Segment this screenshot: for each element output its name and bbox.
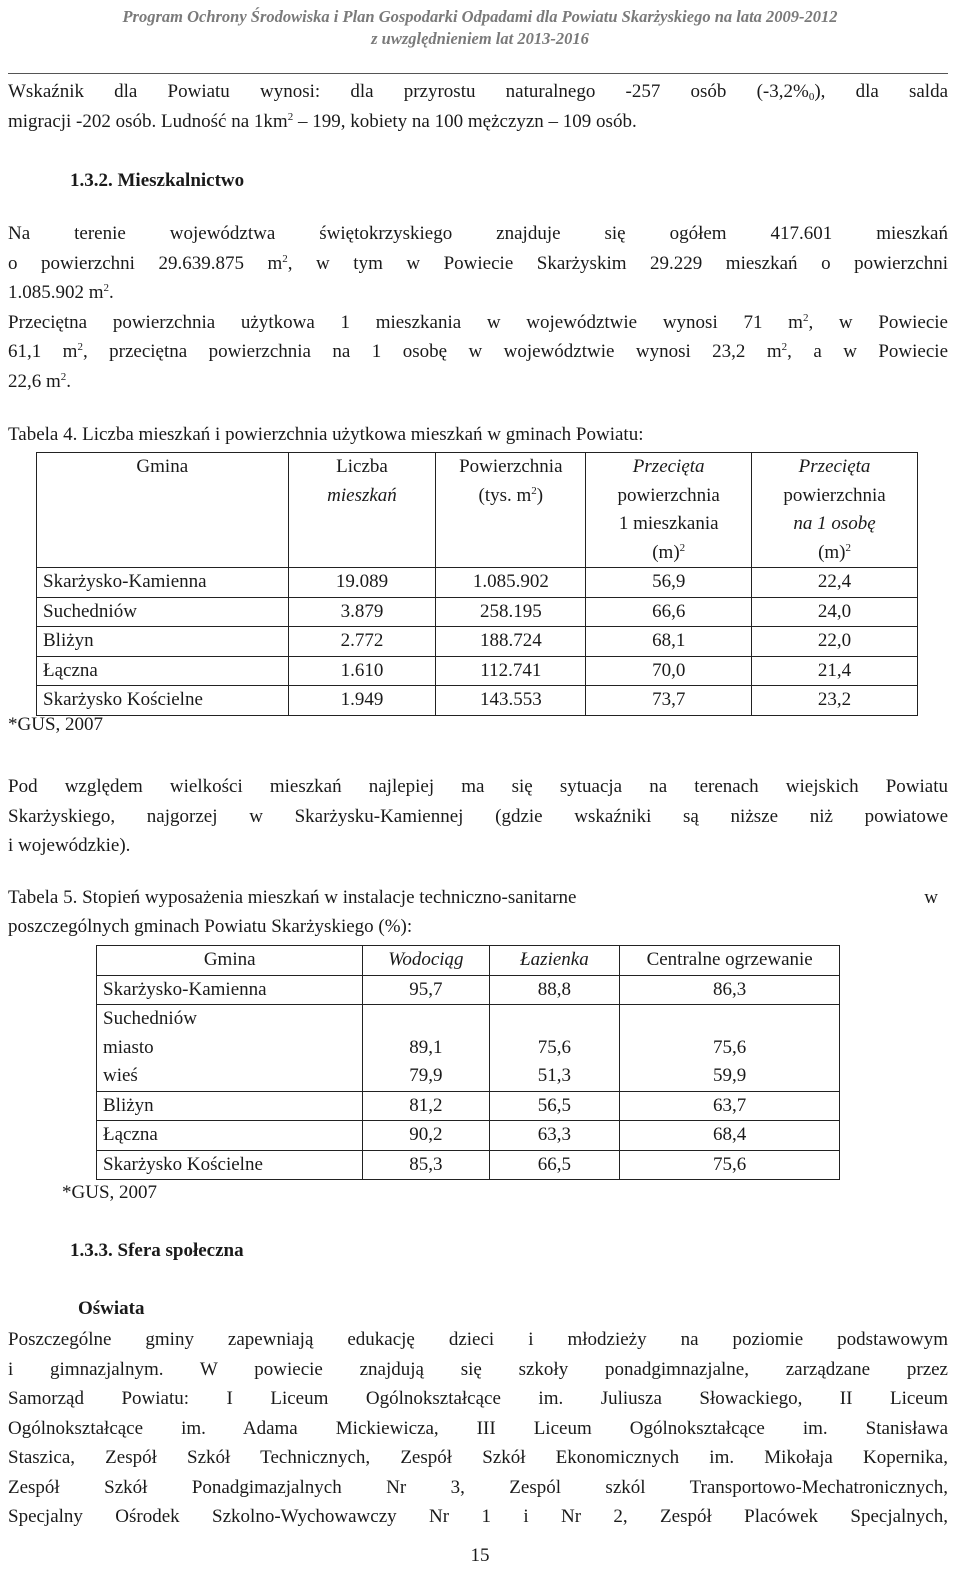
table4-cell-liczba: 1.610 xyxy=(288,656,436,686)
table-row xyxy=(97,1121,840,1151)
table5-cell-co: 75,6 xyxy=(620,1150,840,1180)
table5-cell-lazienka: 66,5 xyxy=(489,1150,620,1180)
intro-line-2: migracji -202 osób. Ludność na $1km^2 - 199$, kobiety na 100 mężczyzn – 109 osób. xyxy=(8,110,637,132)
table-row xyxy=(97,1091,840,1121)
table-row xyxy=(37,656,918,686)
para1-line-3: 1.085.902 $m^2$. xyxy=(8,282,114,303)
section-heading-sfera-spoleczna: 1.3.3. Sfera społeczna xyxy=(70,1240,244,1261)
table5-source: *GUS, 2007 xyxy=(62,1182,158,1203)
table4-cell-gmina: Bliżyn xyxy=(37,627,289,657)
header-line-1: Program Ochrony Środowiska i Plan Gospodarki Odpadami dla Powiatu Skarżyskiego na lata 2009-2012 xyxy=(122,7,838,26)
table5-cell-co: 63,7 xyxy=(620,1091,840,1121)
para1-line-2: o powierzchni 29.639.875 $m^2$, w tym w Powiecie Skarżyskim 29.229 mieszkań o powierzchni xyxy=(8,252,949,274)
table4-source: *GUS, 2007 xyxy=(8,714,104,735)
oswiata-line: Staszica, Zespół Szkół Technicznych, Zespół Szkół Ekonomicznych im. Mikołaja Kopernika, xyxy=(8,1447,948,1468)
education-paragraph xyxy=(8,1325,948,1532)
table4-header-gmina: Gmina xyxy=(37,453,289,568)
oswiata-line: Ogólnokształcące im. Adama Mickiewicza, III Liceum Ogólnokształcące im. Stanisława xyxy=(8,1417,948,1439)
running-header xyxy=(0,6,960,50)
para1-line-4: Przeciętna powierzchnia użytkowa 1 mieszkania w województwie wynosi 71 $m^2$, w Powiecie xyxy=(8,311,948,333)
table4-cell-liczba: 2.772 xyxy=(288,627,436,657)
table4-cell-avg-flat: 68,1 xyxy=(586,627,752,657)
oswiata-line: Specjalny Ośrodek Szkolno-Wychowawczy Nr 1 i Nr 2, Zespół Placówek Specjalnych, xyxy=(8,1506,948,1527)
table5-caption-w: w xyxy=(924,887,938,908)
table-row xyxy=(37,597,918,627)
table-row xyxy=(97,1150,840,1180)
table4-cell-avg-person: 21,4 xyxy=(752,656,918,686)
table5-cell-lazienka: 56,5 xyxy=(489,1091,620,1121)
table4-header-liczba: Liczba mieszkań xyxy=(288,453,436,568)
table5-cell-co: 75,6 59,9 xyxy=(620,1005,840,1092)
table4-cell-liczba: 19.089 xyxy=(288,568,436,598)
oswiata-line: Samorząd Powiatu: I Liceum Ogólnokształcące im. Juliusza Słowackiego, II Liceum xyxy=(8,1388,948,1409)
table4-header-avg-per-person: Przecięta powierzchnia na 1 osobę $(m)^2$ xyxy=(752,453,918,568)
table-row xyxy=(37,686,918,716)
table4-cell-powierzchnia: 188.724 xyxy=(436,627,586,657)
subheading-oswiata: Oświata xyxy=(78,1298,145,1319)
table4-cell-gmina: Suchedniów xyxy=(37,597,289,627)
table5-caption-line-1: Tabela 5. Stopień wyposażenia mieszkań w instalacje techniczno-sanitarne xyxy=(8,887,577,908)
table4-cell-liczba: 3.879 xyxy=(288,597,436,627)
oswiata-line: Poszczególne gminy zapewniają edukację dzieci i młodzieży na poziomie podstawowym xyxy=(8,1329,948,1350)
table4-cell-gmina: Łączna xyxy=(37,656,289,686)
table4-cell-liczba: 1.949 xyxy=(288,686,436,716)
para1-line-1: Na terenie województwa świętokrzyskiego znajduje się ogółem 417.601 mieszkań xyxy=(8,223,948,244)
table4-cell-gmina: Skarżysko Kościelne xyxy=(37,686,289,716)
table4-cell-avg-person: 23,2 xyxy=(752,686,918,716)
table5-cell-gmina: Skarżysko Kościelne xyxy=(97,1150,363,1180)
table5-header-wodociag: Wodociąg xyxy=(363,946,489,976)
table-row xyxy=(97,1005,840,1092)
table4-cell-powierzchnia: 258.195 xyxy=(436,597,586,627)
table5-cell-gmina: Bliżyn xyxy=(97,1091,363,1121)
table5-cell-co: 86,3 xyxy=(620,975,840,1005)
table5-cell-gmina: Skarżysko-Kamienna xyxy=(97,975,363,1005)
section-heading-mieszkalnictwo: 1.3.2. Mieszkalnictwo xyxy=(70,170,245,191)
table4-header-row xyxy=(37,453,918,568)
table4-cell-gmina: Skarżysko-Kamienna xyxy=(37,568,289,598)
para2-line-2: Skarżyskiego, najgorzej w Skarżysku-Kamiennej (gdzie wskaźniki są niższe niż powiatowe xyxy=(8,805,948,827)
para1-line-6: 22,6 $m^2$. xyxy=(8,370,72,392)
intro-line-1: Wskaźnik dla Powiatu wynosi: dla przyrostu naturalnego -257 osób $(-3,2\%_0)$, dla salda xyxy=(8,81,949,103)
table4-cell-powierzchnia: 143.553 xyxy=(436,686,586,716)
table4-header-powierzchnia: Powierzchnia (tys. $m^2$) xyxy=(436,453,586,568)
para1-line-5: 61,1 $m^2$, przeciętna powierzchnia na 1 osobę w województwie wynosi 23,2 $m^2$, a w Powiecie xyxy=(8,341,949,362)
table5-cell-gmina: Suchedniów miasto wieś xyxy=(97,1005,363,1092)
table-row xyxy=(37,568,918,598)
para2-line-3: i wojewódzkie). xyxy=(8,835,131,856)
comparison-paragraph xyxy=(8,772,948,861)
table5-caption xyxy=(8,887,948,938)
table4-cell-avg-flat: 66,6 xyxy=(586,597,752,627)
table5-header-row xyxy=(97,946,840,976)
table4-cell-powierzchnia: 112.741 xyxy=(436,656,586,686)
table4-header-avg-per-flat: Przecięta powierzchnia 1 mieszkania $(m)^2$ xyxy=(586,453,752,568)
table5-cell-wodociag: 85,3 xyxy=(363,1150,489,1180)
table-row xyxy=(37,627,918,657)
table5-caption-line-2: poszczególnych gminach Powiatu Skarżyskiego (%): xyxy=(8,916,413,937)
table5-cell-co: 68,4 xyxy=(620,1121,840,1151)
table4-cell-avg-flat: 56,9 xyxy=(586,568,752,598)
oswiata-line: Zespół Szkół Ponadgimazjalnych Nr 3, Zespól szkól Transportowo-Mechatronicznych, xyxy=(8,1476,948,1498)
table4-cell-avg-person: 22,0 xyxy=(752,627,918,657)
table5-header-gmina: Gmina xyxy=(97,946,363,976)
table5-header-lazienka: Łazienka xyxy=(489,946,620,976)
table-row xyxy=(97,975,840,1005)
table4-cell-avg-flat: 73,7 xyxy=(586,686,752,716)
table5-cell-wodociag: 89,1 79,9 xyxy=(363,1005,489,1092)
page-number: 15 xyxy=(470,1545,490,1566)
oswiata-line: i gimnazjalnym. W powiecie znajdują się szkoły ponadgimnazjalne, zarządzane przez xyxy=(8,1358,948,1380)
table5 xyxy=(96,945,840,1180)
para2-line-1: Pod względem wielkości mieszkań najlepiej ma się sytuacja na terenach wiejskich Powiatu xyxy=(8,776,948,797)
table4-cell-avg-person: 24,0 xyxy=(752,597,918,627)
table5-cell-lazienka: 63,3 xyxy=(489,1121,620,1151)
table4-cell-avg-person: 22,4 xyxy=(752,568,918,598)
table4 xyxy=(36,452,918,716)
table4-caption: Tabela 4. Liczba mieszkań i powierzchnia użytkowa mieszkań w gminach Powiatu: xyxy=(8,424,644,445)
header-rule xyxy=(8,73,948,74)
table4-cell-powierzchnia: 1.085.902 xyxy=(436,568,586,598)
table5-cell-lazienka: 75,6 51,3 xyxy=(489,1005,620,1092)
intro-paragraph xyxy=(8,77,948,136)
header-line-2: z uwzględnieniem lat 2013-2016 xyxy=(371,29,589,48)
table5-cell-wodociag: 95,7 xyxy=(363,975,489,1005)
housing-paragraph xyxy=(8,219,948,396)
table5-cell-gmina: Łączna xyxy=(97,1121,363,1151)
table5-cell-wodociag: 90,2 xyxy=(363,1121,489,1151)
table5-header-co: Centralne ogrzewanie xyxy=(620,946,840,976)
table5-cell-lazienka: 88,8 xyxy=(489,975,620,1005)
table5-cell-wodociag: 81,2 xyxy=(363,1091,489,1121)
table4-cell-avg-flat: 70,0 xyxy=(586,656,752,686)
